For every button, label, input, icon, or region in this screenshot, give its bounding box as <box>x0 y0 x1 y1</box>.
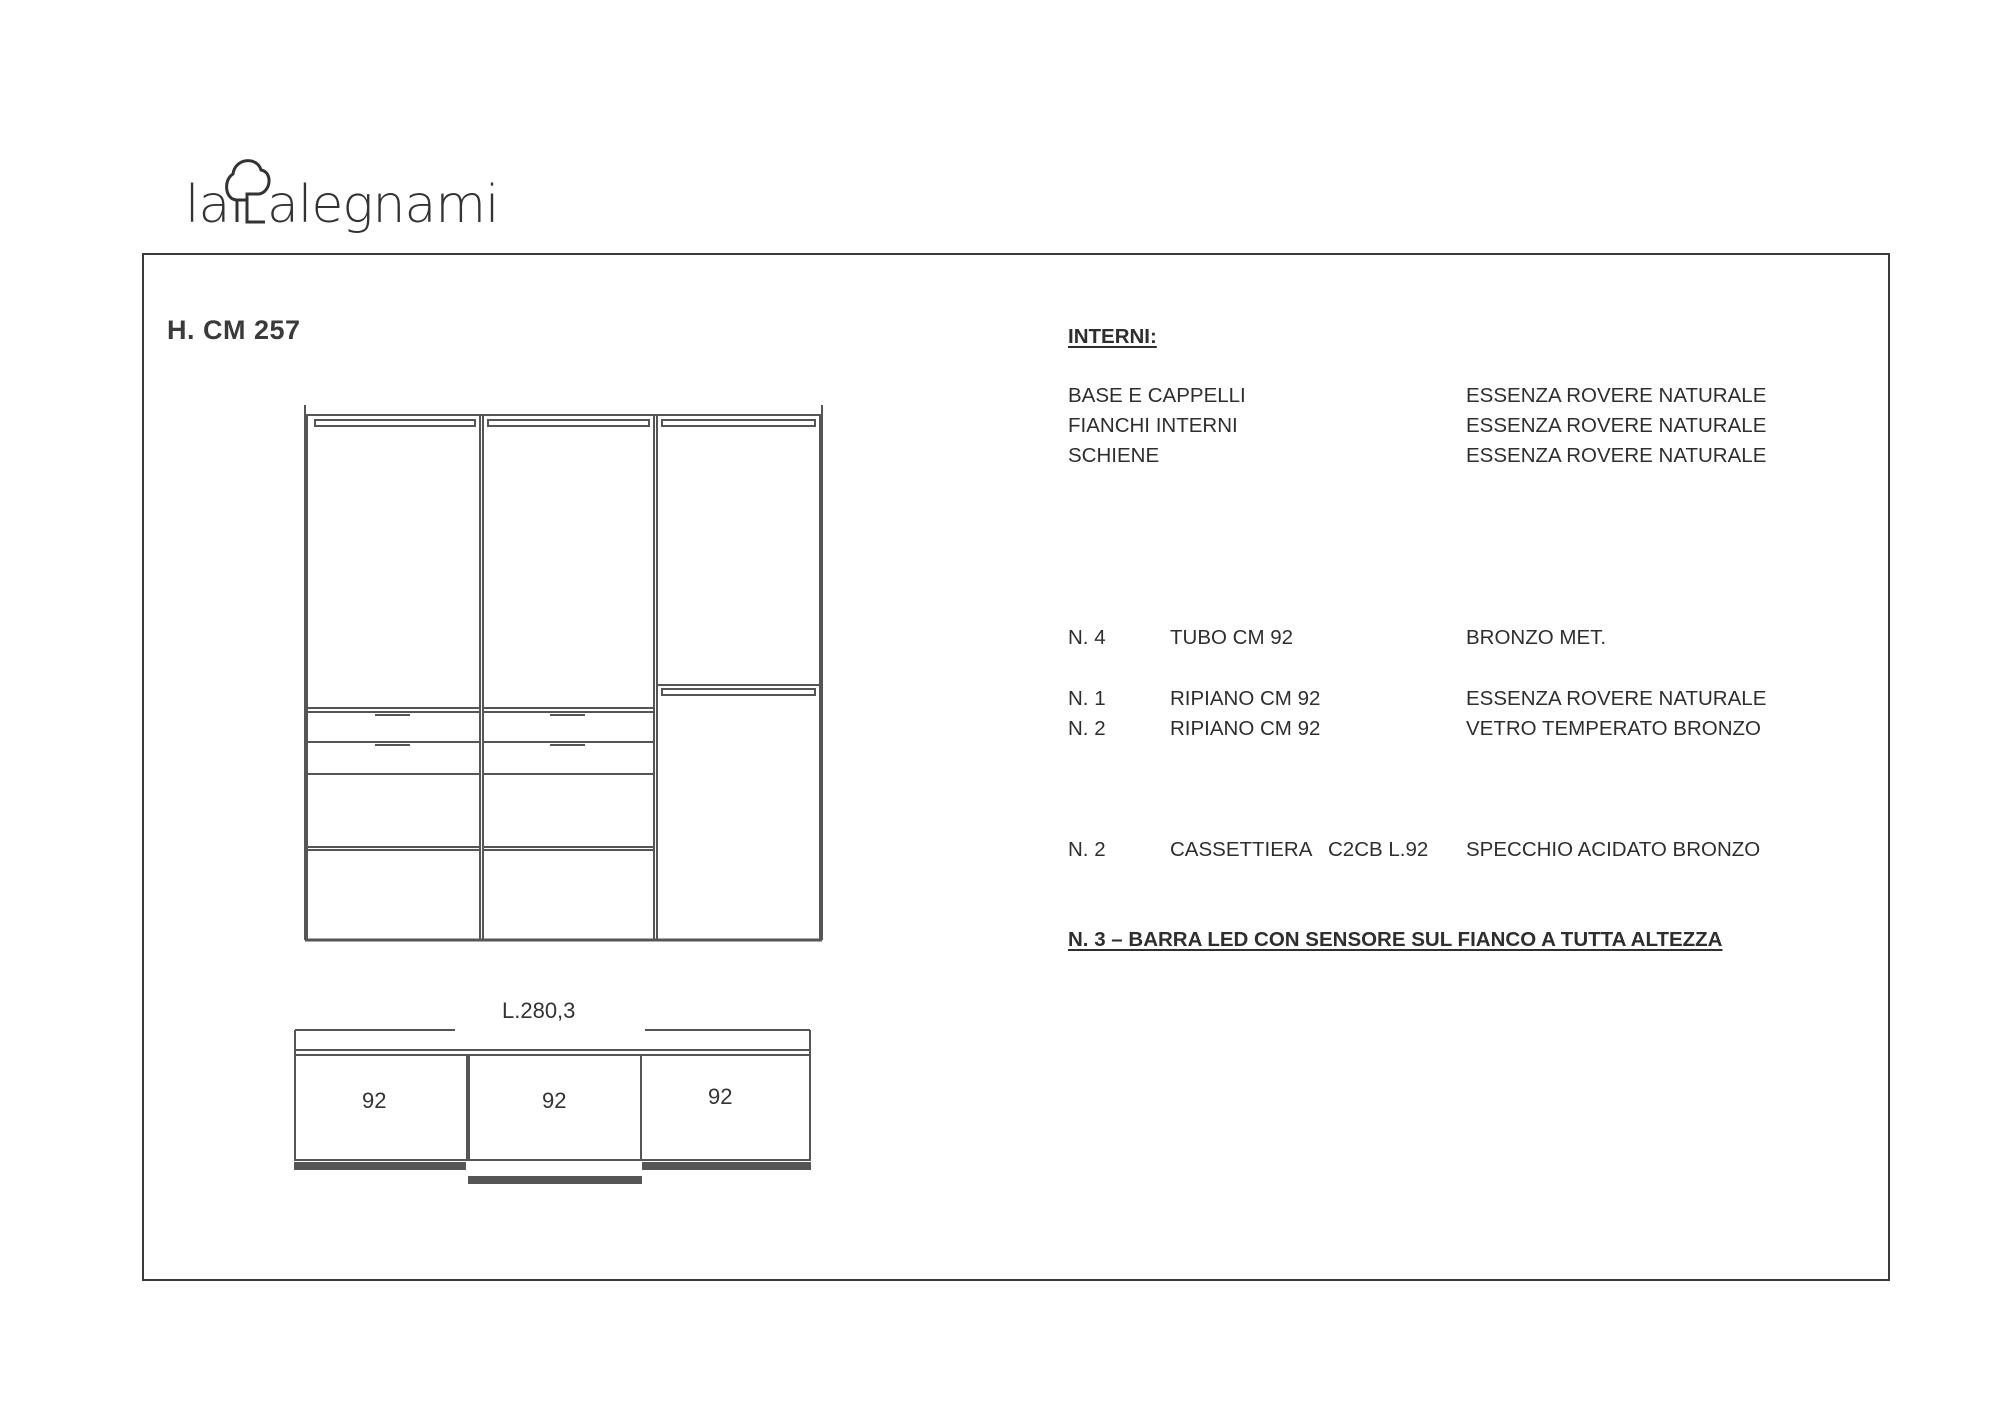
item-qty: N. 2 <box>1068 838 1106 861</box>
shelf-right <box>657 685 820 695</box>
item-qty: N. 4 <box>1068 626 1106 649</box>
drawer-unit-left <box>307 708 480 850</box>
item-finish: VETRO TEMPERATO BRONZO <box>1466 717 1762 740</box>
item-finish: SPECCHIO ACIDATO BRONZO <box>1466 838 1761 861</box>
material-finish: ESSENZA ROVERE NATURALE <box>1466 414 1767 437</box>
plan-door-2 <box>469 1177 641 1183</box>
plan-door-1 <box>295 1163 465 1169</box>
material-part: FIANCHI INTERNI <box>1068 414 1238 437</box>
led-note: N. 3 – BARRA LED CON SENSORE SUL FIANCO A TUTTA ALTEZZA <box>1068 928 1723 951</box>
tree-icon <box>227 161 269 222</box>
plan-door-3 <box>643 1163 810 1169</box>
elevation-outline <box>307 415 820 940</box>
wardrobe-elevation <box>295 400 830 945</box>
logo-text: la <box>185 175 230 235</box>
drawer-unit-middle <box>483 708 654 850</box>
item-qty: N. 2 <box>1068 717 1106 740</box>
item-desc: CASSETTIERA <box>1170 838 1313 861</box>
material-part: BASE E CAPPELLI <box>1068 384 1246 407</box>
item-code: C2CB L.92 <box>1328 838 1429 861</box>
plan-module-width: 92 <box>362 1088 387 1113</box>
specs-heading: INTERNI: <box>1068 325 1157 348</box>
material-finish: ESSENZA ROVERE NATURALE <box>1466 444 1767 467</box>
material-part: SCHIENE <box>1068 444 1160 467</box>
height-label: H. CM 257 <box>167 315 301 345</box>
brand-logo <box>185 150 515 250</box>
plan-module-width: 92 <box>542 1088 567 1113</box>
item-desc: RIPIANO CM 92 <box>1170 717 1321 740</box>
hanging-rod-1 <box>315 420 475 426</box>
logo-text-rest: alegnami <box>267 175 499 235</box>
item-desc: RIPIANO CM 92 <box>1170 687 1321 710</box>
plan-module-width: 92 <box>708 1084 733 1109</box>
logo-graphic <box>185 150 515 250</box>
item-finish: ESSENZA ROVERE NATURALE <box>1466 687 1767 710</box>
hanging-rod-2 <box>488 420 649 426</box>
item-finish: BRONZO MET. <box>1466 626 1607 649</box>
item-desc: TUBO CM 92 <box>1170 626 1294 649</box>
item-qty: N. 1 <box>1068 687 1106 710</box>
material-finish: ESSENZA ROVERE NATURALE <box>1466 384 1767 407</box>
hanging-rod-3 <box>662 420 815 426</box>
plan-width-label: L.280,3 <box>502 998 576 1023</box>
